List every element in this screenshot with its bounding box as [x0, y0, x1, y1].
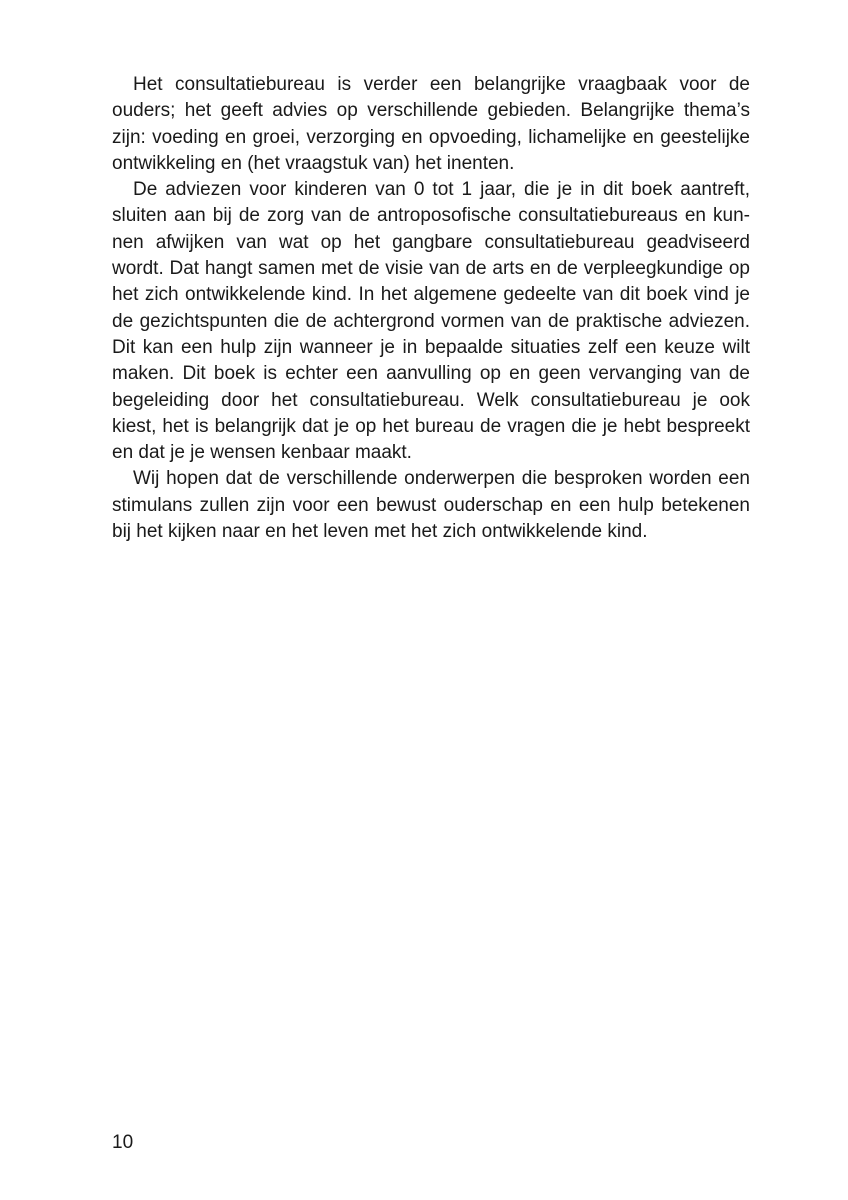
- body-text: [112, 72, 750, 545]
- paragraph-3: Wij hopen dat de verschillende onderwerpen die besproken worden een stimulans zullen zijn voor een bewust ouderschap en een hulp betekenen bij het kijken naar en het leven met het zich ontwikkelende kind.: [112, 468, 750, 543]
- page-number: 10: [112, 1132, 134, 1153]
- paragraph-1: Het consultatiebureau is verder een belangrijke vraagbaak voor de ouders; het geeft advies op verschillende gebieden. Belangrijke thema’s zijn: voeding en groei, verzorging en opvoeding, lichamelijke en geestelijke ontwikkeling en (het vraagstuk van) het inenten.: [112, 74, 750, 174]
- paragraph-2: De adviezen voor kinderen van 0 tot 1 jaar, die je in dit boek aantreft, sluiten aan bij de zorg van de antroposofische consultatiebureaus en kunnen afwijken van wat op het gangbare consultatiebureau geadviseerd wordt. Dat hangt samen met de visie van de arts en de verpleegkundige op het zich ontwikkelende kind. In het algemene gedeelte van dit boek vind je de gezichtspunten die de achtergrond vormen van de praktische adviezen. Dit kan een hulp zijn wanneer je in bepaalde situaties zelf een keuze wilt maken. Dit boek is echter een aanvulling op en geen vervanging van de begeleiding door het consultatiebureau. Welk consultatiebureau je ook kiest, het is belangrijk dat je op het bureau de vragen die je hebt bespreekt en dat je je wensen kenbaar maakt.: [112, 179, 750, 464]
